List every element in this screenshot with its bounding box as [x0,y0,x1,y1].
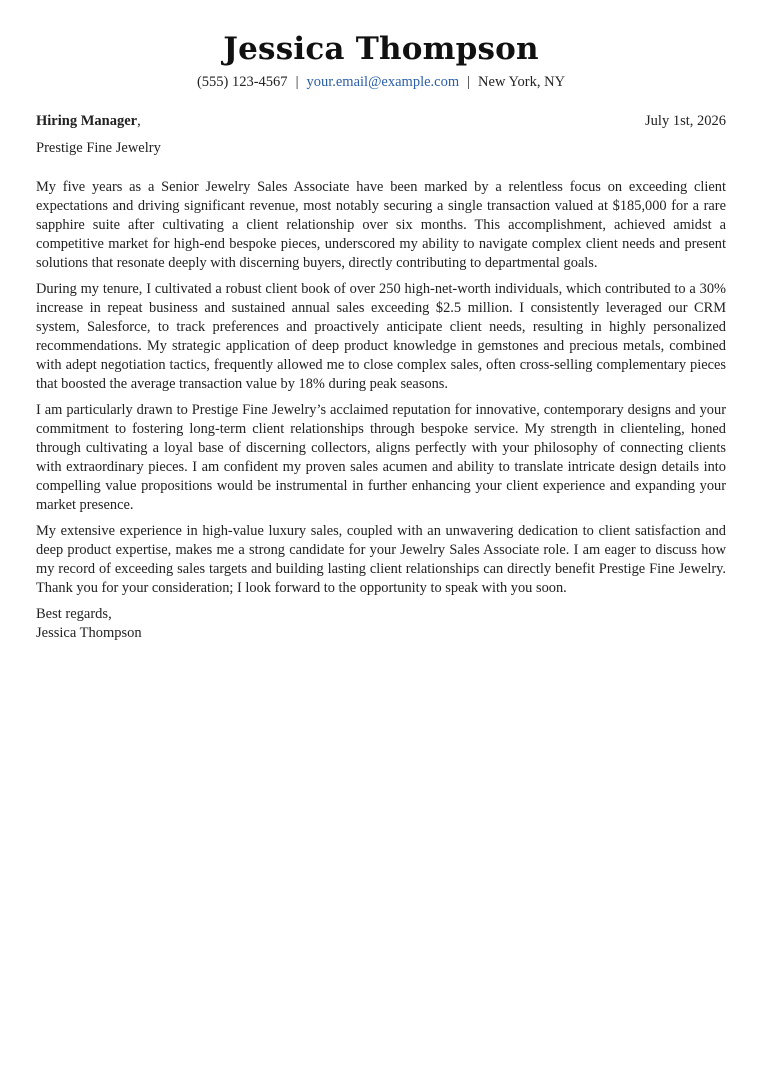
contact-separator: | [467,74,471,90]
recipient-title-suffix: , [137,113,141,129]
letter-date: July 1st, 2026 [645,113,726,129]
contact-separator: | [295,74,299,90]
body-paragraph: My extensive experience in high-value luxury sales, coupled with an unwavering dedication to client satisfaction and deep product expertise, makes me a strong candidate for your Jewelry Sales Associate role. I am eager to discuss how my record of exceeding sales targets and building lasting client relationships can directly benefit Prestige Fine Jewelry. Thank you for your consideration; I look forward to the opportunity to speak with you soon. [36,523,726,596]
body-paragraph: I am particularly drawn to Prestige Fine Jewelry’s acclaimed reputation for innovative, contemporary designs and your commitment to fostering long-term client relationships through bespoke service. My strength in clienteling, honed through cultivating a loyal base of discerning collectors, aligns perfectly with your philosophy of connecting clients with extraordinary pieces. I am confident my proven sales acumen and ability to translate intricate design details into compelling value propositions would be instrumental in further enhancing your client experience and expanding your market presence. [36,402,726,513]
closing-signature: Jessica Thompson [36,625,142,641]
letter-closing [36,605,726,643]
body-paragraph: During my tenure, I cultivated a robust client book of over 250 high-net-worth individuals, which contributed to a 30% increase in repeat business and sustained annual sales exceeding $2.5 million. I consistently leveraged our CRM system, Salesforce, to track preferences and proactively anticipate client needs, resulting in highly personalized recommendations. My strategic application of deep product knowledge in gemstones and precious metals, combined with adept negotiation tactics, frequently allowed me to close complex sales, often cross-selling complementary pieces that boosted the average transaction value by 18% during peak seasons. [36,281,726,392]
applicant-name: Jessica Thompson [223,31,539,67]
phone-number: (555) 123-4567 [196,74,288,90]
body-paragraph: My five years as a Senior Jewelry Sales Associate have been marked by a relentless focus on exceeding client expectations and driving significant revenue, most notably securing a single transaction valued at $185,000 for a rare sapphire suite after cultivating a client relationship over six months. This accomplishment, achieved amidst a competitive market for high-end bespoke pieces, underscored my ability to navigate complex client needs and present solutions that resonate deeply with discerning buyers, directly contributing to departmental goals. [36,179,726,271]
letter-body [36,178,726,598]
closing-salutation: Best regards, [36,606,112,622]
recipient-title: Hiring Manager [36,113,138,129]
letter-header [36,30,726,92]
email-link[interactable]: your.email@example.com [306,74,460,90]
recipient-greeting [36,112,141,131]
recipient-row [36,112,726,131]
contact-line [36,72,726,92]
location: New York, NY [478,74,566,90]
recipient-company: Prestige Fine Jewelry [36,140,161,156]
